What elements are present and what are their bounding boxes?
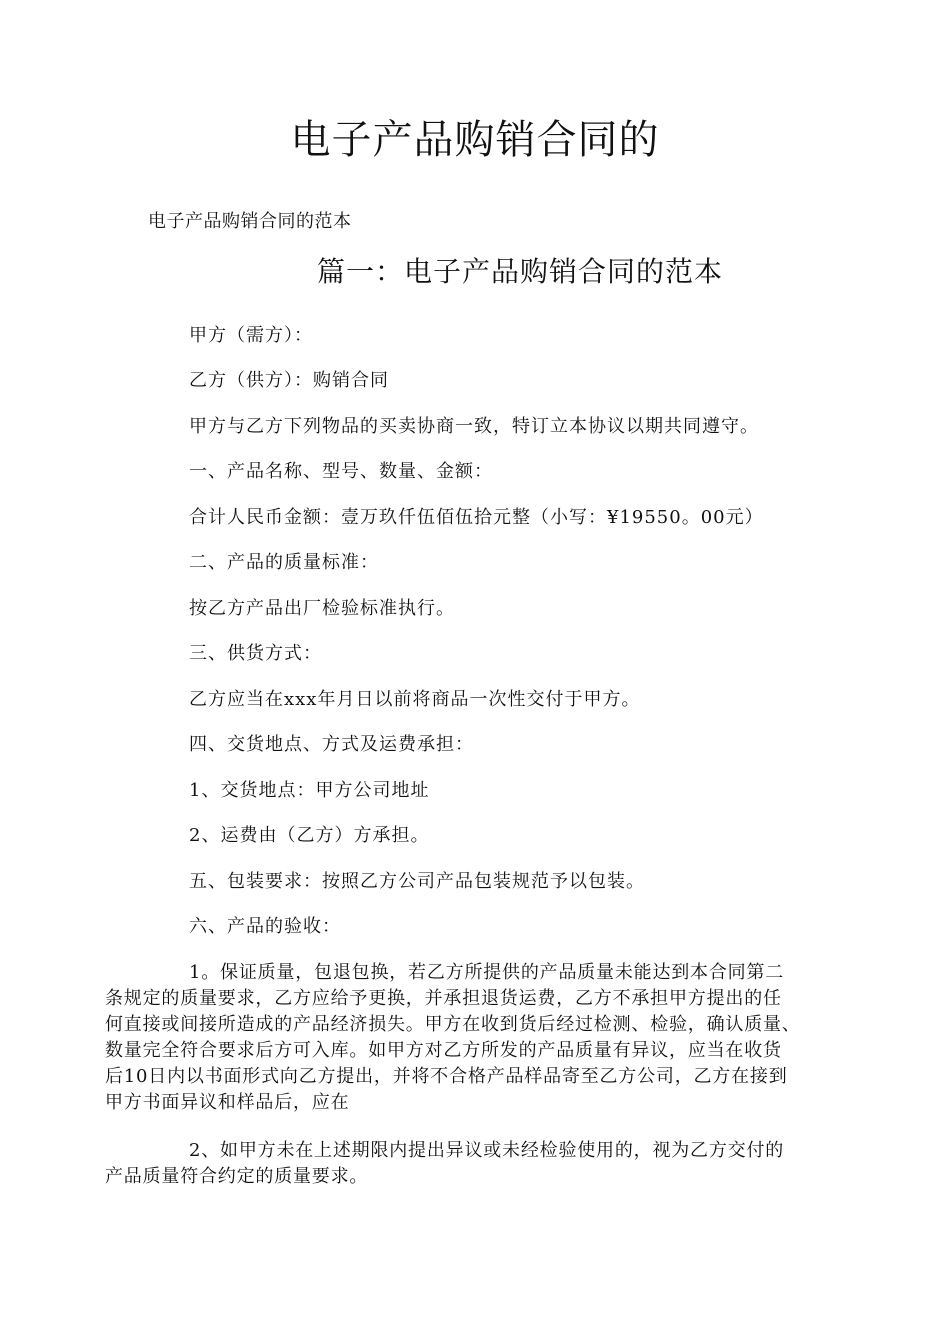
section-1-heading: 一、产品名称、型号、数量、金额： <box>189 461 493 482</box>
party-b-line: 乙方（供方）：购销合同 <box>189 370 389 391</box>
freight-line: 2、运费由（乙方）方承担。 <box>189 825 430 846</box>
quality-standard-line: 按乙方产品出厂检验标准执行。 <box>189 598 455 619</box>
clause-2-paragraph <box>105 1138 845 1190</box>
clause-1-line: 甲方书面异议和样品后，应在 <box>105 1092 350 1113</box>
section-3-heading: 三、供货方式： <box>189 643 322 664</box>
section-2-heading: 二、产品的质量标准： <box>189 552 379 573</box>
section-4-heading: 四、交货地点、方式及运费承担： <box>189 734 474 755</box>
clause-1-line: 后10日内以书面形式向乙方提出，并将不合格产品样品寄至乙方公司，乙方在接到 <box>105 1066 788 1087</box>
total-amount-line: 合计人民币金额：壹万玖仟伍佰伍拾元整（小写：¥19550。00元） <box>189 507 764 528</box>
clause-1-line: 条规定的质量要求，乙方应给予更换，并承担退货运费，乙方不承担甲方提出的任 <box>105 988 782 1009</box>
agreement-intro: 甲方与乙方下列物品的买卖协商一致，特订立本协议以期共同遵守。 <box>189 416 759 437</box>
clause-2-line: 2、如甲方未在上述期限内提出异议或未经检验使用的，视为乙方交付的 <box>189 1140 785 1161</box>
section-5-packaging: 五、包装要求：按照乙方公司产品包装规范予以包装。 <box>189 871 645 892</box>
document-subtitle: 电子产品购销合同的范本 <box>148 211 352 232</box>
delivery-date-line: 乙方应当在xxx年月日以前将商品一次性交付于甲方。 <box>189 689 641 710</box>
clause-1-line: 1。保证质量，包退包换，若乙方所提供的产品质量未能达到本合同第二 <box>189 962 785 983</box>
section-heading: 篇一：电子产品购销合同的范本 <box>316 255 723 288</box>
delivery-location-line: 1、交货地点：甲方公司地址 <box>189 780 430 801</box>
clause-1-line: 何直接或间接所造成的产品经济损失。甲方在收到货后经过检测、检验，确认质量、 <box>105 1014 801 1035</box>
clause-1-paragraph <box>105 960 845 1116</box>
party-a-line: 甲方（需方）： <box>189 325 313 346</box>
clause-1-line: 数量完全符合要求后方可入库。如甲方对乙方所发的产品质量有异议，应当在收货 <box>105 1040 782 1061</box>
section-6-heading: 六、产品的验收： <box>189 916 341 937</box>
document-title: 电子产品购销合同的 <box>290 117 660 163</box>
clause-2-line: 产品质量符合约定的质量要求。 <box>105 1166 369 1187</box>
